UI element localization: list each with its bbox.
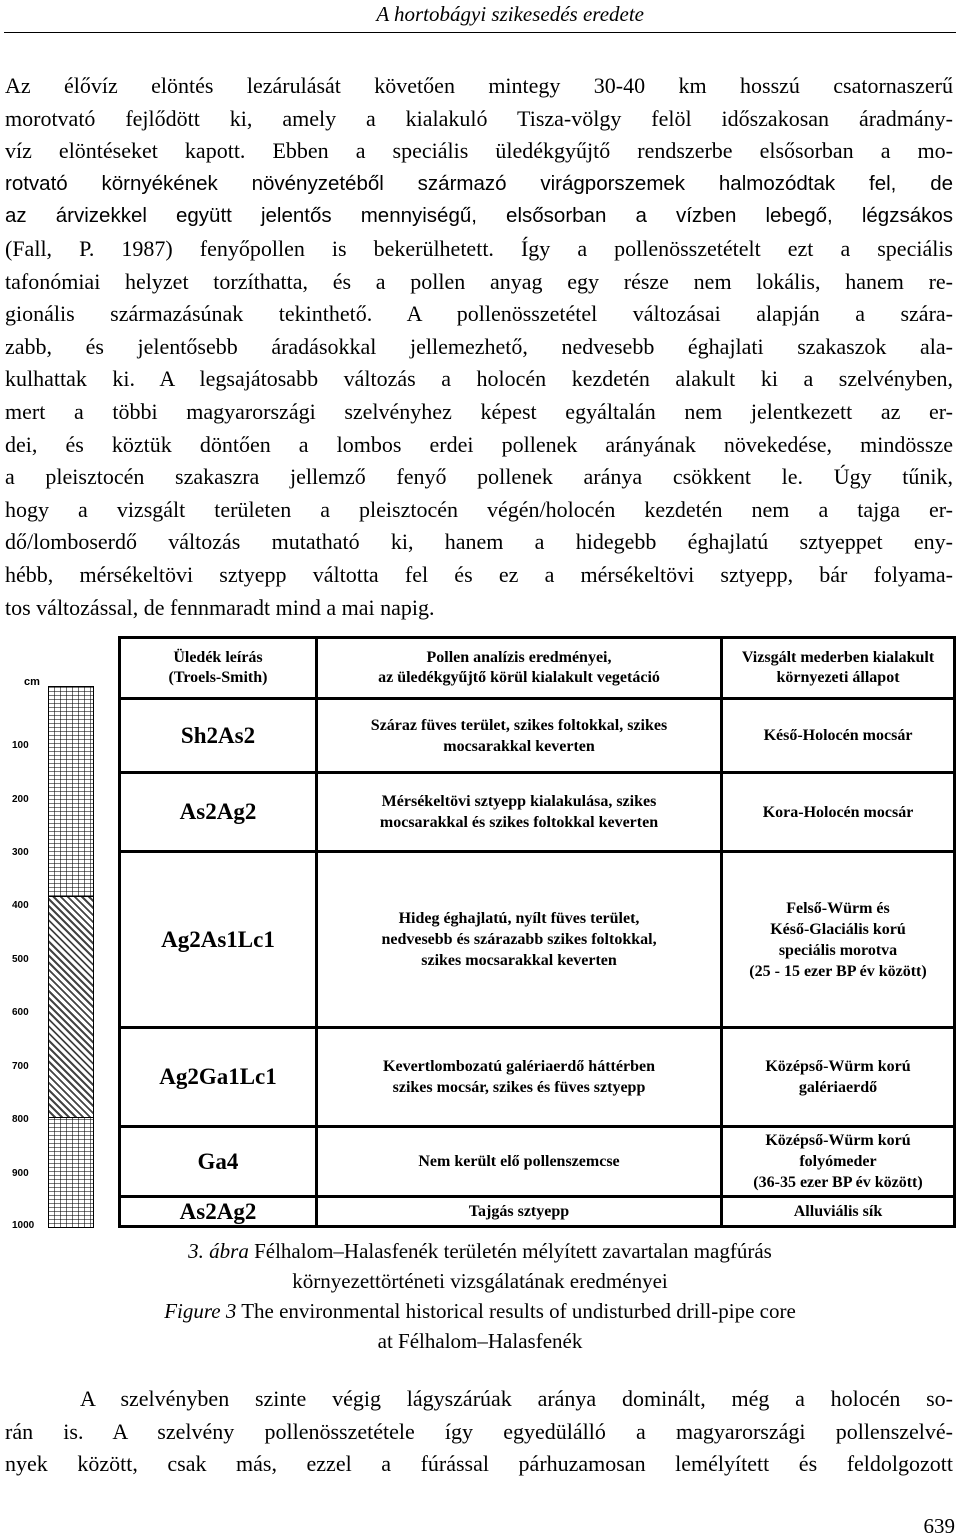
environment-line: Kora-Holocén mocsár	[762, 803, 914, 821]
caption-en-label: Figure 3	[164, 1299, 237, 1323]
sediment-code: Ga4	[121, 1128, 315, 1195]
vegetation-cell	[318, 774, 720, 850]
paragraph-line: gionális származásúnak tekinthető. A pollenösszetétel változásai alapján a szára-	[5, 301, 953, 327]
vegetation-line: Tajgás sztyepp	[468, 1203, 570, 1220]
header-rule	[4, 32, 956, 33]
environment-line: Felső-Würm és	[786, 899, 890, 917]
caption-hu-line: környezettörténeti vizsgálatának eredményei	[292, 1269, 668, 1293]
vegetation-line: Kevertlombozatú galériaerdő háttérben	[383, 1058, 655, 1075]
header-pollen	[318, 639, 720, 697]
paragraph-line: tos változással, de fennmaradt mind a mai napig.	[5, 594, 435, 620]
environment-line: Késő-Glaciális korú	[770, 920, 906, 938]
paragraph-line: kulhattak ki. A legsajátosabb változás a holocén kezdetén alakult ki a szelvényben,	[5, 366, 953, 392]
page-number: 639	[923, 1514, 955, 1538]
depth-tick: 800	[12, 1114, 29, 1125]
environment-line: folyómeder	[799, 1153, 877, 1170]
paragraph-1	[5, 70, 953, 624]
environment-line: Alluviális sík	[793, 1203, 883, 1220]
core-column-section	[48, 896, 94, 1118]
results-table	[118, 636, 956, 1228]
depth-tick: 900	[12, 1168, 29, 1179]
environment-cell	[723, 774, 953, 850]
vegetation-line: Hideg éghajlatú, nyílt füves terület,	[398, 910, 640, 927]
caption-hu-label: 3. ábra	[188, 1239, 249, 1263]
environment-line: (36-35 ezer BP év között)	[753, 1174, 923, 1191]
paragraph-line: A szelvényben szinte végig lágyszárúak aránya dominált, még a holocén so-	[80, 1386, 953, 1411]
depth-tick: 100	[12, 740, 29, 751]
caption-en-line: at Félhalom–Halasfenék	[377, 1329, 583, 1353]
paragraph-line: rotvató környékének növényzetéből származó virágporszemek halmozódtak fel, de	[5, 171, 953, 195]
sediment-code: Ag2Ga1Lc1	[121, 1029, 315, 1125]
paragraph-line: a pleisztocén szakaszra jellemző fenyő pollenek aránya csökkent le. Úgy tűnik,	[5, 464, 953, 490]
sediment-code: As2Ag2	[121, 774, 315, 850]
depth-tick: 600	[12, 1007, 29, 1018]
header-environment	[723, 639, 953, 697]
vegetation-line: szikes mocsarakkal keverten	[421, 952, 617, 969]
depth-tick: 1000	[12, 1220, 35, 1231]
paragraph-line: víz elöntéseket kapott. Ebben a speciális üledékgyűjtő rendszerbe elsősorban a mo-	[5, 138, 953, 164]
paragraph-line: az árvizekkel együtt jelentős mennyiségű, elsősorban a vízben lebegő, légzsákos	[5, 204, 953, 228]
environment-cell	[723, 700, 953, 771]
environment-cell	[723, 1029, 953, 1125]
running-header	[0, 0, 960, 34]
caption-en	[0, 1296, 960, 1326]
paragraph-line: nyek között, csak más, ezzel a fúrással párhuzamosan lemélyített és feldolgozott	[5, 1451, 953, 1477]
depth-tick: 700	[12, 1061, 29, 1072]
header-line: Pollen analízis eredményei,	[426, 649, 612, 666]
vegetation-line: nedvesebb és szárazabb szikes foltokkal,	[381, 931, 657, 948]
header-line: Üledék leírás	[173, 649, 263, 666]
vegetation-cell	[318, 1128, 720, 1195]
vegetation-line: mocsarakkal keverten	[443, 737, 595, 755]
running-header-title: A hortobágyi szikesedés eredete	[376, 2, 644, 26]
paragraph-line: morotvató fejlődött ki, amely a kialakuló Tisza-völgy felöl időszakosan áradmány-	[5, 105, 953, 131]
header-line: (Troels-Smith)	[168, 669, 268, 686]
vegetation-line: Száraz füves terület, szikes foltokkal, szikes	[370, 716, 668, 734]
header-line: környezeti állapot	[776, 669, 900, 686]
environment-cell	[723, 853, 953, 1026]
environment-line: (25 - 15 ezer BP év között)	[749, 962, 927, 980]
paragraph-line: dei, és köztük döntően a lombos erdei pollenek arányának növekedése, mindössze	[5, 431, 953, 457]
caption-hu	[0, 1236, 960, 1266]
depth-tick: 300	[12, 847, 29, 858]
header-line: Vizsgált mederben kialakult	[741, 649, 935, 666]
depth-tick: 200	[12, 794, 29, 805]
figure-3	[0, 636, 960, 1232]
depth-scale	[4, 636, 114, 1232]
paragraph-line: dő/lomboserdő változás mutatható ki, hanem a hidegebb éghajlatú sztyeppet eny-	[5, 529, 953, 555]
vegetation-line: Mérsékeltövi sztyepp kialakulása, szikes	[381, 793, 657, 810]
vegetation-cell	[318, 1198, 720, 1225]
environment-line: Középső-Würm korú	[765, 1132, 911, 1149]
paragraph-line: hogy a vizsgált területen a pleisztocén végén/holocén kezdetén nem a tajga er-	[5, 496, 953, 522]
environment-line: speciális morotva	[778, 941, 898, 959]
paragraph-line: (Fall, P. 1987) fenyőpollen is bekerülhetett. Így a pollenösszetételt ezt a speciális	[5, 235, 953, 261]
environment-cell	[723, 1198, 953, 1225]
caption-hu-line: Félhalom–Halasfenék területén mélyített zavartalan magfúrás	[248, 1239, 772, 1263]
header-sediment	[121, 639, 315, 697]
vegetation-cell	[318, 700, 720, 771]
paragraph-line: rán is. A szelvény pollenösszetétele így egyedülálló a magyarországi pollenszelvé-	[5, 1418, 953, 1444]
environment-line: Középső-Würm korú	[765, 1058, 911, 1075]
paragraph-line: zabb, és jelentősebb áradásokkal jellemezhető, nedvesebb éghajlati szakaszok ala-	[5, 333, 953, 359]
vegetation-line: szikes mocsár, szikes és füves sztyepp	[392, 1079, 646, 1096]
depth-unit-label: cm	[24, 676, 40, 688]
depth-tick: 400	[12, 900, 29, 911]
sediment-code: As2Ag2	[121, 1198, 315, 1225]
environment-line: Késő-Holocén mocsár	[763, 727, 913, 744]
vegetation-line: Nem került elő pollenszemcse	[418, 1153, 620, 1170]
sediment-code: Sh2As2	[121, 700, 315, 771]
paragraph-line: hébb, mérsékeltövi sztyepp váltotta fel és ez a mérsékeltövi sztyepp, bár folyama-	[5, 561, 953, 587]
environment-line: galériaerdő	[798, 1079, 878, 1096]
paragraph-line: mert a többi magyarországi szelvényhez képest egyáltalán nem jelentkezett az er-	[5, 398, 953, 424]
sediment-code: Ag2As1Lc1	[121, 853, 315, 1026]
figure-caption	[0, 1236, 960, 1356]
paragraph-line: tafonómiai helyzet torzíthatta, és a pollen anyag egy része nem lokális, hanem re-	[5, 268, 953, 294]
paragraph-line: Az élővíz elöntés lezárulását követően mintegy 30-40 km hosszú csatornaszerű	[5, 73, 953, 98]
depth-tick: 500	[12, 954, 29, 965]
vegetation-cell	[318, 853, 720, 1026]
environment-cell	[723, 1128, 953, 1195]
vegetation-cell	[318, 1029, 720, 1125]
header-line: az üledékgyűjtő körül kialakult vegetáció	[378, 669, 660, 686]
caption-en-line: The environmental historical results of undisturbed drill-pipe core	[236, 1299, 796, 1323]
paragraph-2	[5, 1383, 953, 1481]
vegetation-line: mocsarakkal és szikes foltokkal keverten	[379, 814, 659, 831]
